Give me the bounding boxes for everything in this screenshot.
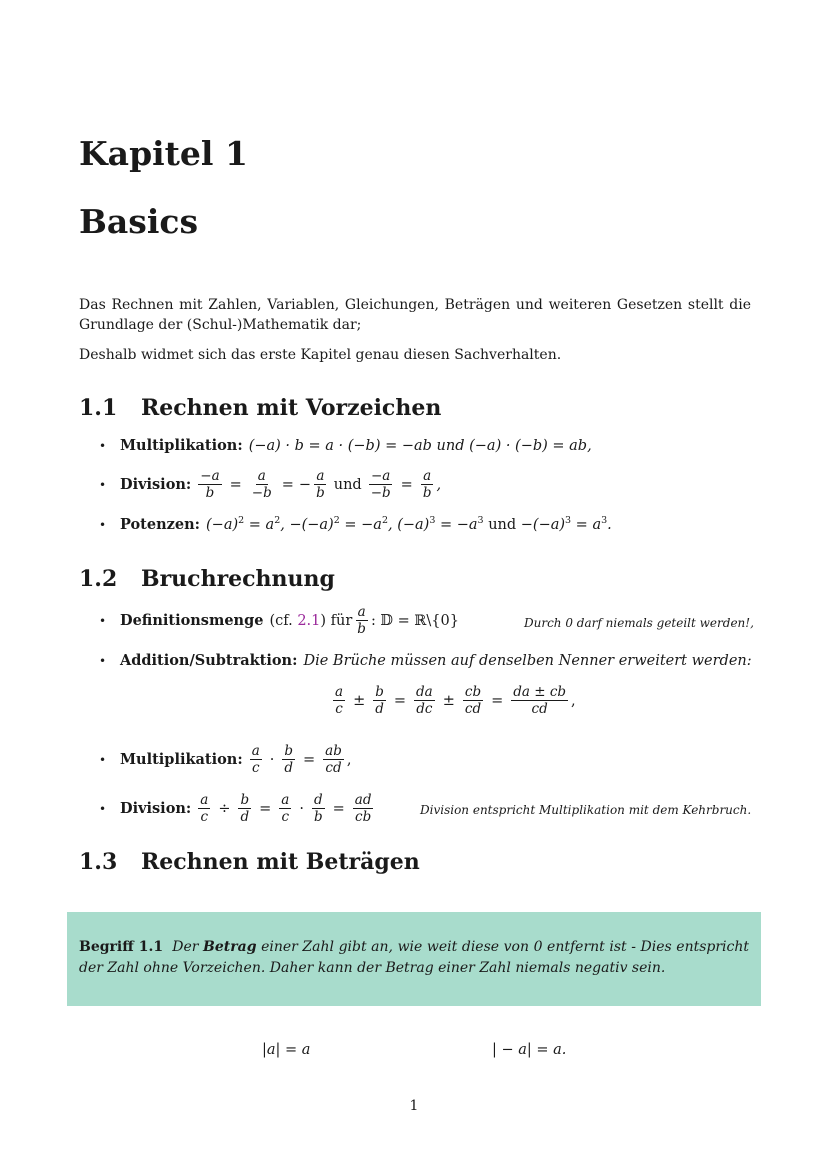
item-formula: $(-a)^2 = a^2$, $-(-a)^2 = -a^2$, $(-a)^3 = -a^3$ und $-(-a)^3 = a^3$. <box>206 514 612 533</box>
page-number: 1 <box>409 1098 419 1114</box>
section-title: Bruchrechnung <box>141 566 335 592</box>
equation-left: |a| = a <box>262 1042 311 1058</box>
list-item <box>99 792 376 825</box>
reference-link[interactable]: 2.1 <box>297 612 321 629</box>
item-formula: $\frac{-a}{b}$ = $\frac{a}{-b}$ = − $\frac{a}{b}$ und $\frac{-a}{-b}$ = $\frac{a}{b}$ , <box>200 468 442 501</box>
margin-note: Division entspricht Multiplikation mit dem Kehrbruch. <box>420 803 752 817</box>
definition-label: Begriff 1.1 <box>79 939 164 955</box>
item-label: Multiplikation: <box>120 437 243 454</box>
item-formula: $\frac{a}{c}$ · $\frac{b}{d}$ = $\frac{ab}{cd}$ , <box>251 743 352 776</box>
list-item <box>99 743 351 776</box>
item-formula: (−a) · b = a · (−b) = −ab und (−a) · (−b) = ab, <box>248 437 592 454</box>
display-formula: $\frac{a}{c}$ ± $\frac{b}{d}$ = $\frac{da}{dc}$ ± $\frac{cb}{cd}$ = $\frac{da \pm cb}{cd}$ , <box>335 684 576 717</box>
chapter-label: Kapitel 1 <box>79 134 248 173</box>
list-item <box>99 468 441 501</box>
item-label: Division: <box>120 476 192 493</box>
section-title: Rechnen mit Beträgen <box>141 849 420 875</box>
section-title: Rechnen mit Vorzeichen <box>141 395 442 421</box>
section-heading-1-1 <box>79 395 441 421</box>
bullet-icon: • <box>99 752 107 767</box>
bullet-icon: • <box>99 438 107 453</box>
list-item <box>99 437 592 454</box>
item-label: Definitionsmenge <box>120 612 264 629</box>
section-number: 1.1 <box>79 395 118 421</box>
section-heading-1-3 <box>79 849 420 875</box>
margin-note: Durch 0 darf niemals geteilt werden!, <box>524 616 754 630</box>
item-text: Die Brüche müssen auf denselben Nenner erweitert werden: <box>303 652 752 669</box>
chapter-title: Basics <box>79 202 199 241</box>
definition-text: Begriff 1.1 Der Betrag einer Zahl gibt an, wie weit diese von 0 entfernt ist - Dies entspricht der Zahl ohne Vorzeichen. Daher kann der Betrag einer Zahl niemals negativ sein. <box>79 939 750 976</box>
item-label: Addition/Subtraktion: <box>120 652 298 669</box>
list-item: • Definitionsmenge (cf. 2.1) für $\frac{a}{b}$ : 𝔻 = ℝ\{0} <box>99 604 459 637</box>
intro-paragraph-1: Das Rechnen mit Zahlen, Variablen, Gleichungen, Beträgen und weiteren Gesetzen stellt die Grundlage der (Schul-)Mathematik dar; <box>79 297 751 333</box>
list-item <box>99 516 612 533</box>
section-number: 1.3 <box>79 849 118 875</box>
item-label: Potenzen: <box>120 516 201 533</box>
item-formula: : 𝔻 = ℝ\{0} <box>370 612 459 629</box>
bullet-icon: • <box>99 801 107 816</box>
item-formula: $\frac{a}{c}$ ÷ $\frac{b}{d}$ = $\frac{a}{c}$ · $\frac{d}{b}$ = $\frac{ad}{cb}$ <box>200 792 372 825</box>
section-heading-1-2 <box>79 566 335 592</box>
list-item <box>99 652 752 669</box>
bullet-icon: • <box>99 477 107 492</box>
equation-right: | − a| = a. <box>492 1042 567 1058</box>
bullet-icon: • <box>99 653 107 668</box>
item-label: Multiplikation: <box>120 751 243 768</box>
intro-paragraph-2: Deshalb widmet sich das erste Kapitel genau diesen Sachverhalten. <box>79 347 562 363</box>
item-label: Division: <box>120 800 192 817</box>
bullet-icon: • <box>99 517 107 532</box>
section-number: 1.2 <box>79 566 118 592</box>
bullet-icon: • <box>99 613 107 628</box>
definition-term: Betrag <box>203 939 257 955</box>
